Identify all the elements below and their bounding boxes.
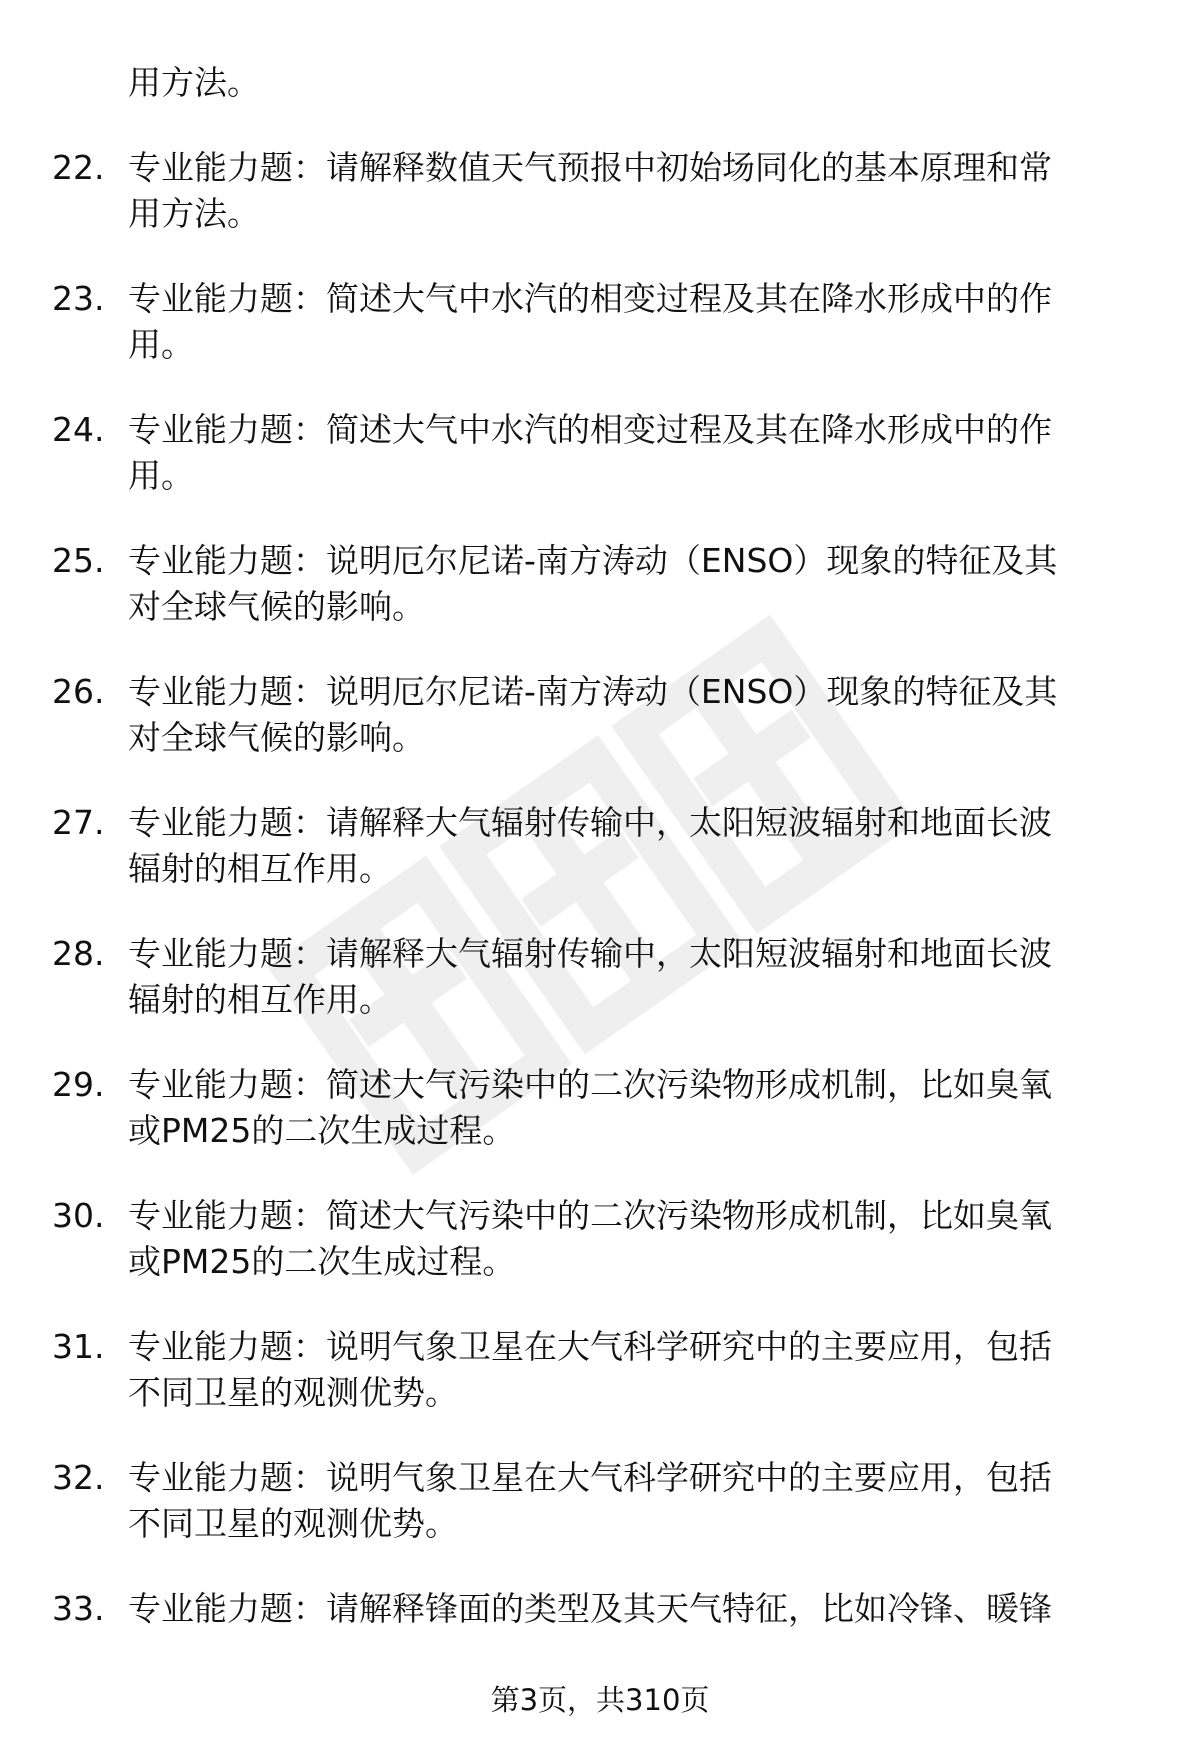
question-number: 25. (52, 541, 105, 580)
question-number: 31. (52, 1327, 105, 1366)
question-text-line: 专业能力题：请解释大气辐射传输中，太阳短波辐射和地面长波 (128, 803, 1052, 842)
question-text (128, 276, 1148, 368)
question-text-line: 或PM25的二次生成过程。 (128, 1111, 516, 1150)
question-text-line: 专业能力题：简述大气污染中的二次污染物形成机制，比如臭氧 (128, 1065, 1052, 1104)
question-text-line: 专业能力题：简述大气中水汽的相变过程及其在降水形成中的作 (128, 279, 1052, 318)
question-text (128, 407, 1148, 499)
question-number: 33. (52, 1589, 105, 1628)
question-text-line: 辐射的相互作用。 (128, 849, 392, 888)
question-text (128, 931, 1148, 1023)
question-text (128, 1586, 1148, 1632)
question-text-line: 专业能力题：说明气象卫星在大气科学研究中的主要应用，包括 (128, 1458, 1052, 1497)
question-text (128, 1324, 1148, 1416)
question-item (0, 1055, 1200, 1186)
question-text-line: 不同卫星的观测优势。 (128, 1504, 458, 1543)
page-footer: 第3页，共310页 (490, 1683, 710, 1717)
question-text-line: 不同卫星的观测优势。 (128, 1373, 458, 1412)
question-text-line: 专业能力题：请解释大气辐射传输中，太阳短波辐射和地面长波 (128, 934, 1052, 973)
question-number: 23. (52, 279, 105, 318)
question-text (128, 669, 1148, 761)
question-number: 28. (52, 934, 105, 973)
question-text-line: 用方法。 (128, 194, 260, 233)
question-text-line: 专业能力题：说明厄尔尼诺-南方涛动（ENSO）现象的特征及其 (128, 672, 1058, 711)
question-item (0, 1448, 1200, 1579)
question-text (128, 1062, 1148, 1154)
question-number: 30. (52, 1196, 105, 1235)
question-text (128, 1193, 1148, 1285)
question-item (0, 531, 1200, 662)
question-item (0, 1186, 1200, 1317)
question-list (0, 138, 1200, 1710)
question-text-line: 辐射的相互作用。 (128, 980, 392, 1019)
question-item (0, 269, 1200, 400)
question-number: 26. (52, 672, 105, 711)
question-text (128, 800, 1148, 892)
question-item (0, 924, 1200, 1055)
question-text-line: 专业能力题：请解释锋面的类型及其天气特征，比如冷锋、暖锋 (128, 1589, 1052, 1628)
question-number: 29. (52, 1065, 105, 1104)
question-item (0, 400, 1200, 531)
question-number: 32. (52, 1458, 105, 1497)
question-text-line: 或PM25的二次生成过程。 (128, 1242, 516, 1281)
question-text-line: 专业能力题：说明气象卫星在大气科学研究中的主要应用，包括 (128, 1327, 1052, 1366)
question-item (0, 662, 1200, 793)
question-text-line: 专业能力题：说明厄尔尼诺-南方涛动（ENSO）现象的特征及其 (128, 541, 1058, 580)
question-text-line: 专业能力题：简述大气污染中的二次污染物形成机制，比如臭氧 (128, 1196, 1052, 1235)
question-item (0, 793, 1200, 924)
question-text-line: 对全球气候的影响。 (128, 718, 425, 757)
question-number: 24. (52, 410, 105, 449)
question-text-line: 对全球气候的影响。 (128, 587, 425, 626)
question-number: 22. (52, 148, 105, 187)
continuation-text: 用方法。 (128, 63, 260, 102)
question-item (0, 138, 1200, 269)
question-text-line: 用。 (128, 456, 194, 495)
question-text (128, 145, 1148, 237)
question-text-line: 专业能力题：请解释数值天气预报中初始场同化的基本原理和常 (128, 148, 1052, 187)
question-text (128, 538, 1148, 630)
question-text (128, 1455, 1148, 1547)
question-text-line: 用。 (128, 325, 194, 364)
question-number: 27. (52, 803, 105, 842)
question-text-line: 专业能力题：简述大气中水汽的相变过程及其在降水形成中的作 (128, 410, 1052, 449)
question-item (0, 1317, 1200, 1448)
